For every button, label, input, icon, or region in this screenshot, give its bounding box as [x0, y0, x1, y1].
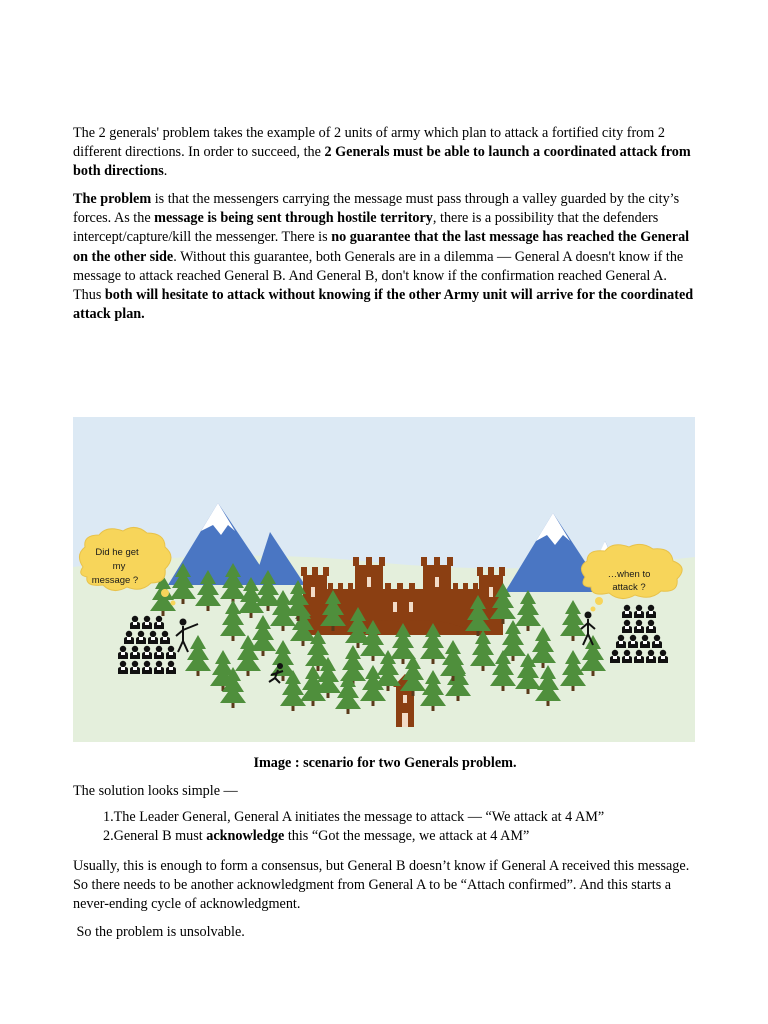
- bold-run: message is being sent through hostile territory: [154, 210, 433, 227]
- solution-steps: [103, 808, 604, 847]
- bubble-right-line1: …when to: [607, 569, 651, 580]
- text-run: The 2 generals' problem takes the example of 2 units of army which plan to attack a fortified city from 2 different directions. In order to succeed, the: [73, 125, 665, 161]
- text-run: this “Got the message, we attack at 4 AM”: [284, 828, 530, 845]
- figure-caption: Image : scenario for two Generals problem.: [253, 755, 517, 771]
- text-run: .: [163, 163, 168, 180]
- bubble-left-line3: message ?: [91, 575, 139, 586]
- text-run: is that the messengers carrying the message must pass through a valley guarded by the city’s forces. As the: [73, 191, 680, 227]
- bubble-left-line1: Did he get: [95, 547, 139, 558]
- text-run: 2.General B must: [103, 828, 207, 845]
- list-item: 1.The Leader General, General A initiates the message to attack — “We attack at 4 AM”: [103, 809, 605, 825]
- text-run: , there is a possibility that the defenders intercept/capture/kill the messenger. There is: [73, 210, 659, 246]
- two-generals-illustration: [73, 417, 695, 742]
- conclusion-paragraph: So the problem is unsolvable.: [73, 924, 245, 940]
- bold-run: both will hesitate to attack without knowing if the other Army unit will arrive for the coordinated attack plan.: [73, 287, 694, 323]
- bold-run: acknowledge: [206, 828, 285, 845]
- bold-run: 2 Generals must be able to launch a coordinated attack from both directions: [73, 144, 691, 180]
- bold-run: The problem: [73, 191, 152, 207]
- bold-run: no guarantee that the last message has reached the General on the other side: [73, 229, 690, 265]
- consensus-paragraph: Usually, this is enough to form a consensus, but General B doesn’t know if General A received this message. So there needs to be another acknowledgment from General A to be “Attach confirmed”. And this starts a never-ending cycle of acknowledgment.: [73, 858, 690, 913]
- bubble-right-line2: attack ?: [612, 582, 646, 593]
- problem-paragraph: [73, 190, 697, 324]
- list-item: [103, 827, 604, 846]
- intro-paragraph: [73, 124, 697, 182]
- solution-intro: The solution looks simple —: [73, 783, 238, 799]
- bubble-left-line2: my: [112, 561, 126, 572]
- text-run: . Without this guarantee, both Generals are in a dilemma — General A doesn't know if the message to attack reached General B. And General B, don't know if the confirmation reached General A. Thus: [73, 248, 684, 304]
